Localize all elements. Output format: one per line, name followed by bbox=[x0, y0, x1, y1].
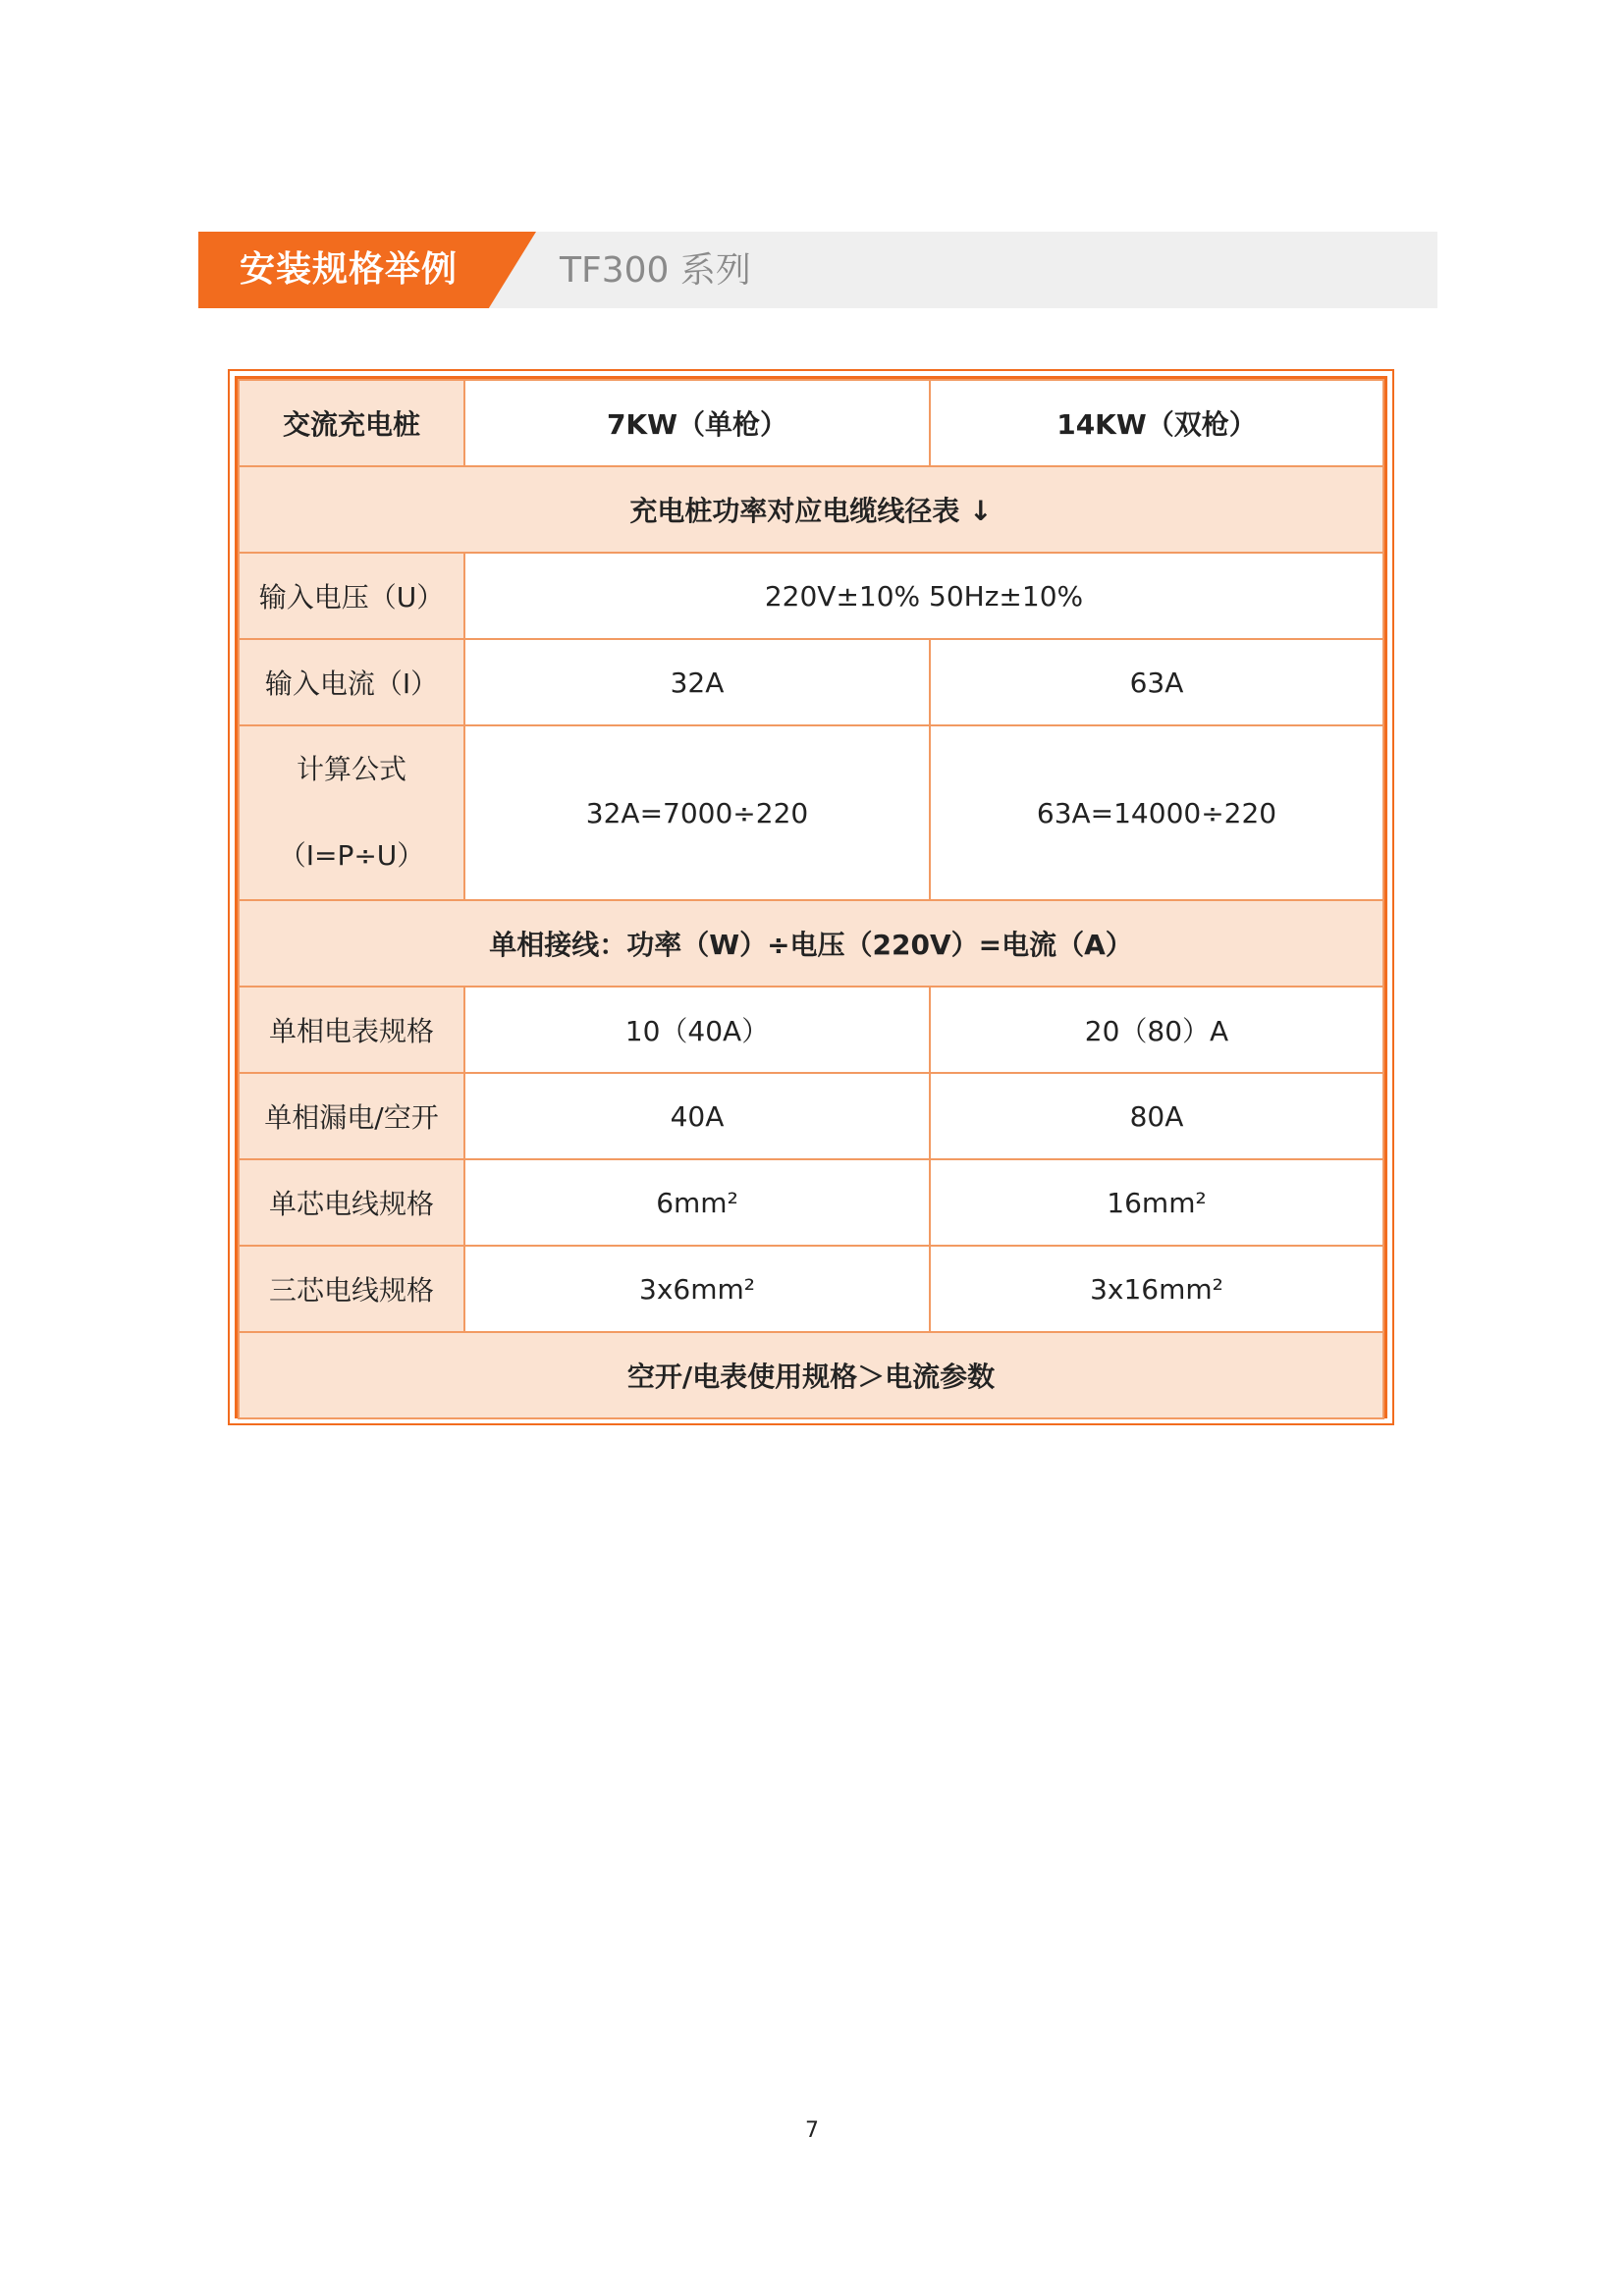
header-cell-14kw: 14KW（双枪） bbox=[930, 380, 1383, 466]
table-row-formula bbox=[239, 725, 1383, 900]
row-label-meter-spec: 单相电表规格 bbox=[239, 987, 464, 1073]
header-cell-label: 交流充电桩 bbox=[239, 380, 464, 466]
section-subtitle: TF300 系列 bbox=[560, 250, 751, 291]
table-footer-note: 空开/电表使用规格＞电流参数 bbox=[239, 1332, 1383, 1418]
cell-meter-spec-14kw: 20（80）A bbox=[930, 987, 1383, 1073]
table-row bbox=[239, 1073, 1383, 1159]
cell-three-core-wire-14kw: 3x16mm² bbox=[930, 1246, 1383, 1332]
table-footer-row bbox=[239, 1332, 1383, 1418]
cell-single-core-wire-7kw: 6mm² bbox=[464, 1159, 930, 1246]
row-label-voltage: 输入电压（U） bbox=[239, 553, 464, 639]
row-label-formula bbox=[239, 725, 464, 900]
table-row-voltage bbox=[239, 553, 1383, 639]
cell-meter-spec-7kw: 10（40A） bbox=[464, 987, 930, 1073]
cell-breaker-7kw: 40A bbox=[464, 1073, 930, 1159]
spec-table-inner-frame bbox=[235, 376, 1387, 1418]
row-label-three-core-wire: 三芯电线规格 bbox=[239, 1246, 464, 1332]
cell-three-core-wire-7kw: 3x6mm² bbox=[464, 1246, 930, 1332]
table-row bbox=[239, 1159, 1383, 1246]
cell-single-core-wire-14kw: 16mm² bbox=[930, 1159, 1383, 1246]
cell-current-7kw: 32A bbox=[464, 639, 930, 725]
section-row-cable-table bbox=[239, 466, 1383, 553]
table-row bbox=[239, 987, 1383, 1073]
cell-breaker-14kw: 80A bbox=[930, 1073, 1383, 1159]
formula-label-line1: 计算公式 bbox=[296, 753, 406, 785]
row-label-single-core-wire: 单芯电线规格 bbox=[239, 1159, 464, 1246]
table-row-current bbox=[239, 639, 1383, 725]
cell-formula-7kw: 32A=7000÷220 bbox=[464, 725, 930, 900]
row-label-breaker: 单相漏电/空开 bbox=[239, 1073, 464, 1159]
table-row bbox=[239, 1246, 1383, 1332]
cell-current-14kw: 63A bbox=[930, 639, 1383, 725]
formula-label-line2: （I=P÷U） bbox=[278, 839, 425, 872]
section-title: 安装规格举例 bbox=[240, 249, 459, 290]
cell-voltage-value: 220V±10% 50Hz±10% bbox=[464, 553, 1383, 639]
row-label-current: 输入电流（I） bbox=[239, 639, 464, 725]
section-heading-cable-table: 充电桩功率对应电缆线径表 ↓ bbox=[239, 466, 1383, 553]
section-heading-single-phase: 单相接线：功率（W）÷电压（220V）=电流（A） bbox=[239, 900, 1383, 987]
table-header-row bbox=[239, 380, 1383, 466]
spec-table-frame bbox=[228, 369, 1394, 1425]
page-number: 7 bbox=[805, 2118, 819, 2143]
spec-table bbox=[238, 379, 1384, 1419]
cell-formula-14kw: 63A=14000÷220 bbox=[930, 725, 1383, 900]
header-cell-7kw: 7KW（单枪） bbox=[464, 380, 930, 466]
section-row-single-phase bbox=[239, 900, 1383, 987]
